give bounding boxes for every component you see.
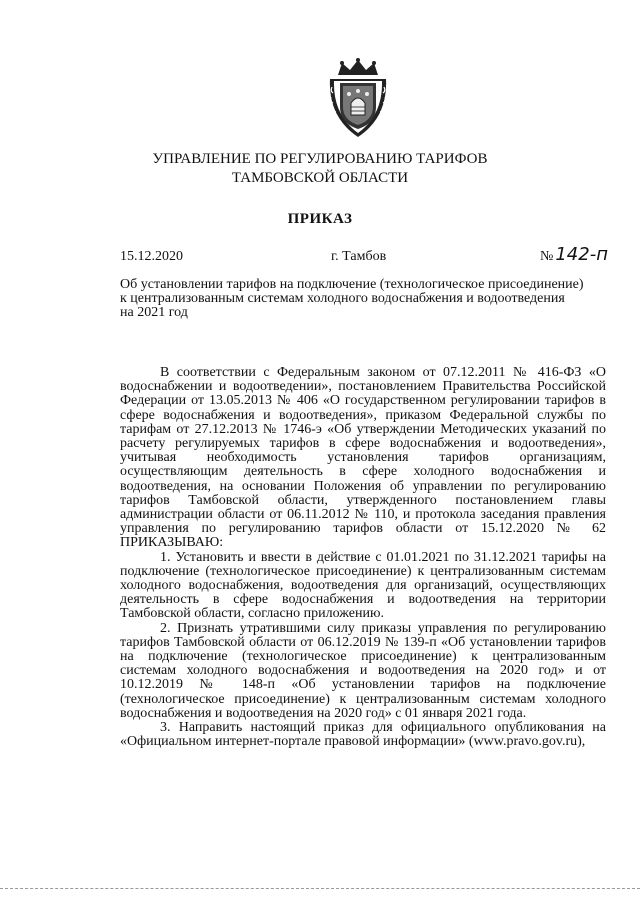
subject-line-1: Об установлении тарифов на подключение (технологическое присоединение) xyxy=(120,277,584,292)
order-number-prefix: № xyxy=(540,249,554,264)
order-number xyxy=(540,244,608,265)
scan-edge-line xyxy=(0,888,640,889)
item-2-paragraph: 2. Признать утратившими силу приказы управления по регулированию тарифов Тамбовской области от 06.12.2019 № 139-п «Об установлении тарифов на подключение (технологическое присоединение) к централизованным системам холодного водоснабжения и водоотведения на 2020 год» и от 10.12.2019 № 148-п «Об установлении тарифов на подключение (технологическое присоединение) к централизованным системам холодного водоснабжения и водоотведения на 2020 год» с 01 января 2021 года. xyxy=(120,620,606,721)
order-subject xyxy=(120,278,606,320)
order-title: ПРИКАЗ xyxy=(287,211,353,227)
item-1-paragraph: 1. Установить и ввести в действие с 01.01.2021 по 31.12.2021 тарифы на подключение (технологическое присоединение) к централизованным системам холодного водоснабжения, водоотведения для организаций, осуществляющих деятельность в сфере водоснабжения и водоотведения на территории Тамбовской области, согласно приложению. xyxy=(120,549,606,622)
order-city: г. Тамбов xyxy=(331,249,387,264)
order-body xyxy=(120,366,606,749)
order-date: 15.12.2020 xyxy=(120,249,183,264)
org-line-2: ТАМБОВСКОЙ ОБЛАСТИ xyxy=(231,170,409,186)
item-3-paragraph: 3. Направить настоящий приказ для официального опубликования на «Официальном интернет-портале правовой информации» (www.pravo.gov.ru), xyxy=(120,720,606,750)
order-number-handwritten: 142-п xyxy=(555,244,608,265)
coat-of-arms-icon xyxy=(324,57,392,139)
preamble-paragraph: В соответствии с Федеральным законом от 07.12.2011 № 416-ФЗ «О водоснабжении и водоотведении», постановлением Правительства Российской Федерации от 13.05.2013 № 406 «О государственном регулировании тарифов в сфере водоснабжения и водоотведения», приказом Федеральной службы по тарифам от 27.12.2013 № 1746-э «Об утверждении Методических указаний по расчету регулируемых тарифов в сфере водоснабжения и водоотведения», учитывая необходимость установления тарифов организациям, осуществляющим деятельность в сфере холодного водоснабжения и водоотведения, на основании Положения об управлении по регулированию тарифов Тамбовской области, утвержденного постановлением главы администрации области от 06.11.2012 № 110, и протокола заседания правления управления по регулированию тарифов области от 15.12.2020 № 62 ПРИКАЗЫВАЮ: xyxy=(120,365,606,551)
organization-name xyxy=(0,150,640,188)
subject-line-2: к централизованным системам холодного водоснабжения и водоотведения xyxy=(120,291,565,306)
subject-line-3: на 2021 год xyxy=(120,305,188,320)
org-line-1: УПРАВЛЕНИЕ ПО РЕГУЛИРОВАНИЮ ТАРИФОВ xyxy=(152,151,488,167)
